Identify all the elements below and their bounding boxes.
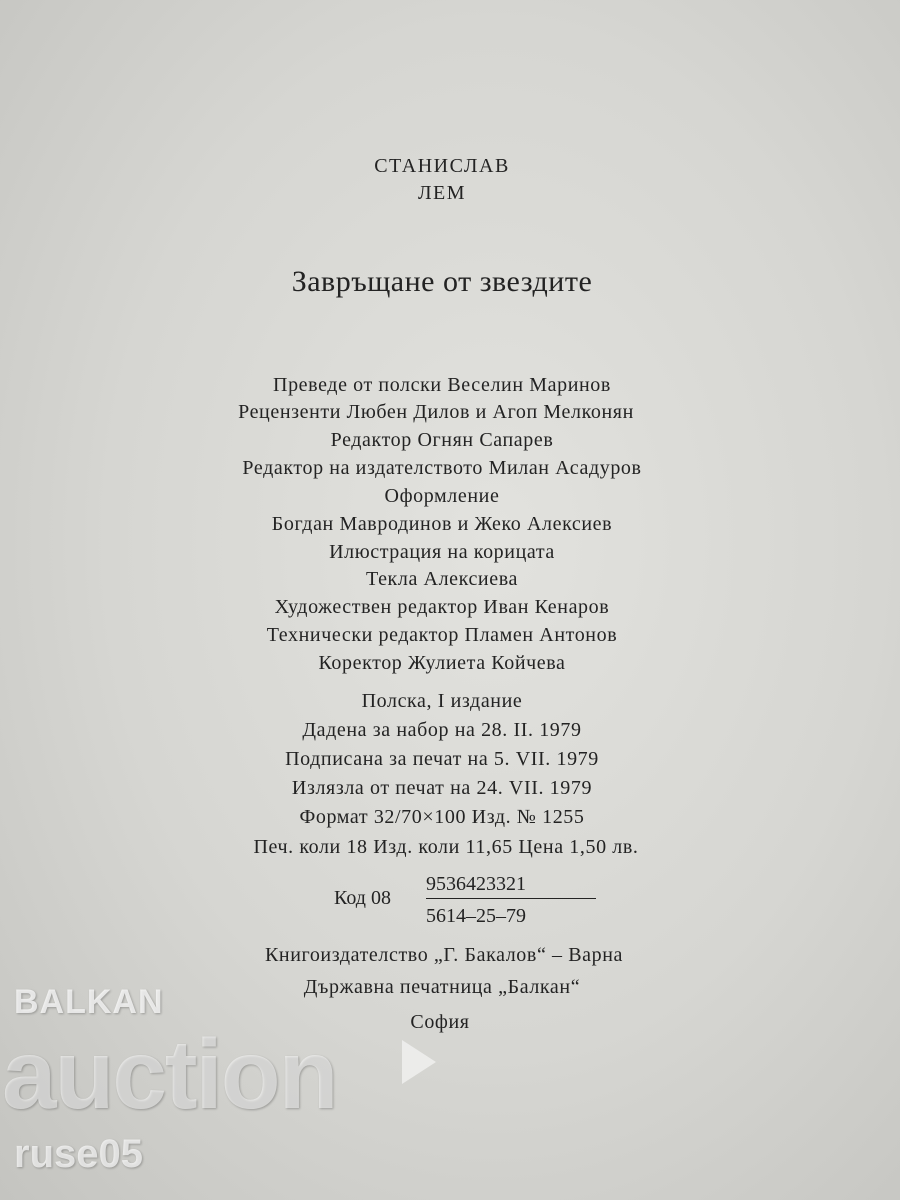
- credit-line: Технически редактор Пламен Антонов: [266, 624, 618, 646]
- publisher-line: Книгоиздателство „Г. Бакалов“ – Варна: [264, 944, 624, 966]
- code-numerator: 9536423321: [426, 872, 596, 899]
- author-last-name: ЛЕМ: [417, 182, 467, 204]
- city-line: София: [410, 1011, 470, 1033]
- edition-line: Полска, I издание: [361, 690, 523, 712]
- credit-line: Редактор на издателството Милан Асадуров: [242, 457, 642, 479]
- credit-line: Богдан Мавродинов и Жеко Алексиев: [271, 513, 613, 535]
- credit-line: Рецензенти Любен Дилов и Агоп Мелконян: [238, 401, 634, 423]
- print-signed-date: Подписана за печат на 5. VII. 1979: [285, 748, 599, 770]
- watermark-auction: auction: [2, 1019, 337, 1129]
- book-title: Завръщане от звездите: [291, 265, 593, 298]
- credit-line: Текла Алексиева: [366, 568, 518, 590]
- printer-line: Държавна печатница „Балкан“: [303, 976, 581, 998]
- watermark-balkan: BALKAN: [14, 983, 164, 1021]
- watermark-play-icon: [402, 1040, 436, 1084]
- credit-line: Илюстрация на корицата: [329, 541, 555, 563]
- credit-line: Художествен редактор Иван Кенаров: [274, 596, 610, 618]
- book-code: [334, 872, 604, 932]
- author-first-name: СТАНИСЛАВ: [374, 155, 510, 177]
- print-release-date: Излязла от печат на 24. VII. 1979: [291, 777, 593, 799]
- credit-line: Оформление: [384, 485, 500, 507]
- credit-line: Коректор Жулиета Койчева: [318, 652, 566, 674]
- price-line: Печ. коли 18 Изд. коли 11,65 Цена 1,50 лв.: [253, 836, 639, 858]
- code-denominator: 5614–25–79: [426, 905, 526, 927]
- credit-line: Редактор Огнян Сапарев: [330, 429, 554, 451]
- typeset-date: Дадена за набор на 28. II. 1979: [302, 719, 582, 741]
- format-line: Формат 32/70×100 Изд. № 1255: [299, 806, 585, 828]
- code-label: Код 08: [334, 887, 391, 909]
- credit-line: Преведе от полски Веселин Маринов: [273, 374, 611, 396]
- watermark-seller: ruse05: [14, 1132, 143, 1176]
